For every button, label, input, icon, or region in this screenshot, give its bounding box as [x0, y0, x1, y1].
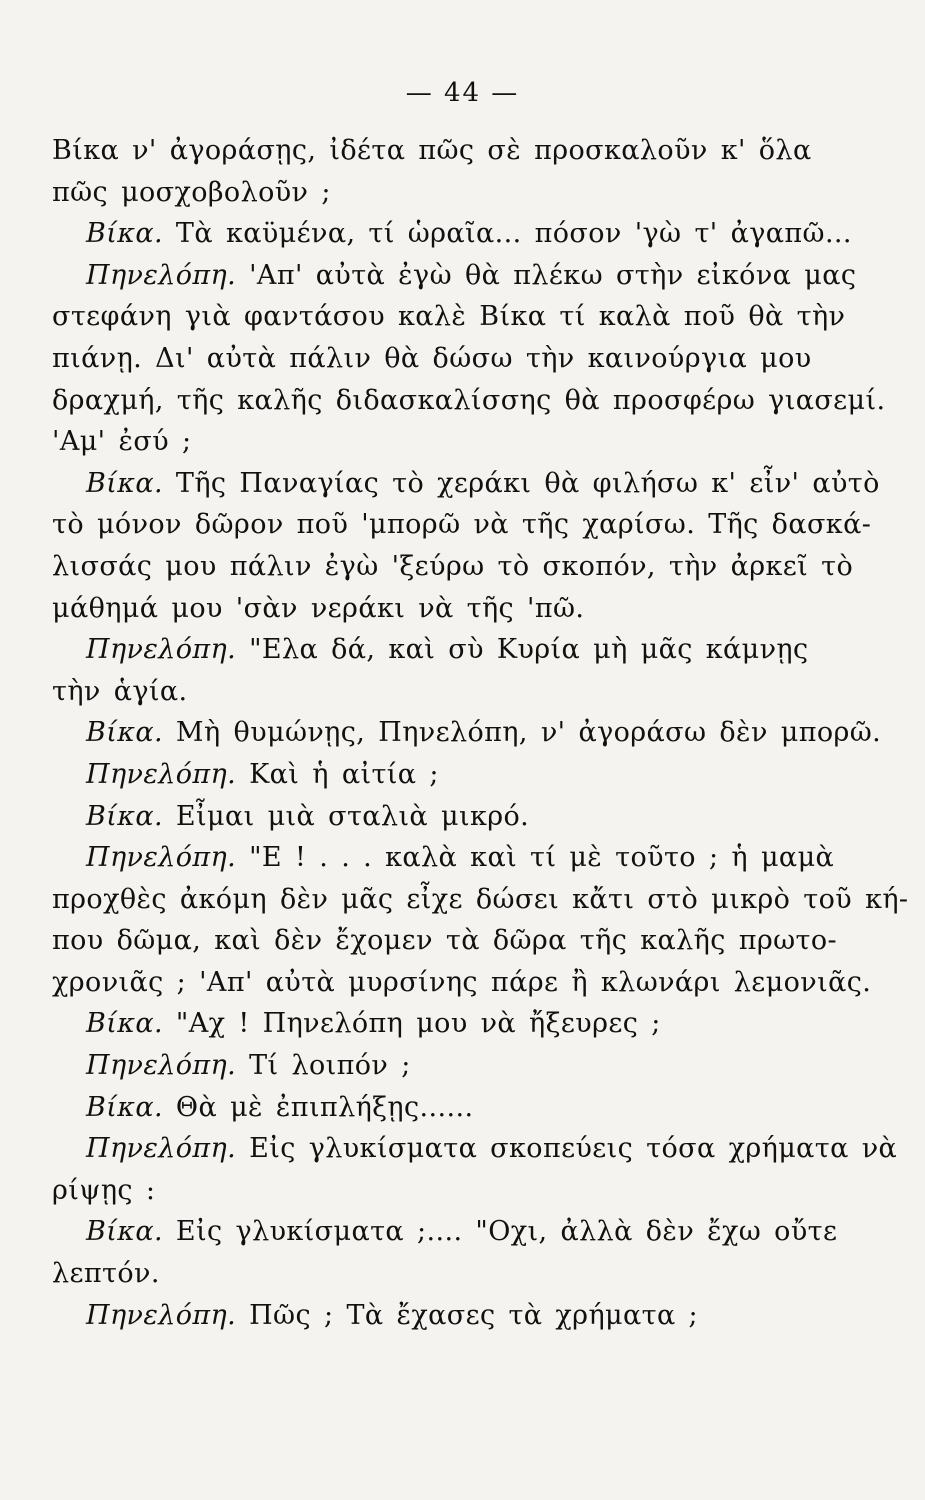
text-line [52, 172, 873, 214]
speaker-name: Πηνελόπη. [86, 1050, 237, 1082]
speaker-name: Βίκα. [86, 467, 163, 499]
dialogue-paragraph [52, 1211, 873, 1294]
speaker-name: Βίκα. [86, 1091, 163, 1123]
dialogue-paragraph [52, 1295, 873, 1337]
text-line [52, 1003, 873, 1045]
line-text: ρίψῃς : [52, 1174, 156, 1206]
line-text: τὸ μόνον δῶρον ποῦ 'μπορῶ νὰ τῆς χαρίσω. Τῆς δασκά- [52, 509, 872, 541]
line-text: 'Απ' αὐτὰ ἐγὼ θὰ πλέκω στὴν εἰκόνα μας [236, 259, 857, 291]
dialogue-paragraph [52, 712, 882, 754]
line-text: Βίκα ν' ἀγοράσῃς, ἰδέτα πῶς σὲ προσκαλοῦν κ' ὅλα [52, 135, 812, 166]
line-text: στεφάνη γιὰ φαντάσου καλὲ Βίκα τί καλὰ ποῦ θὰ τὴν [52, 301, 846, 333]
line-text: που δῶμα, καὶ δὲν ἔχομεν τὰ δῶρα τῆς καλῆς πρωτο- [52, 925, 838, 957]
text-line [52, 504, 873, 546]
speaker-name: Βίκα. [86, 1216, 163, 1248]
speaker-name: Βίκα. [86, 717, 163, 749]
page-number: — 44 — [405, 78, 520, 108]
line-text: λισσάς μου πάλιν ἐγὼ 'ξεύρω τὸ σκοπόν, τὴν ἀρκεῖ τὸ [52, 550, 854, 582]
speaker-name: Πηνελόπη. [86, 758, 237, 790]
line-text: Εἰς γλυκίσματα ;.... "Οχι, ἀλλὰ δὲν ἔχω οὔτε [162, 1216, 838, 1248]
line-text: μάθημά μου 'σὰν νεράκι νὰ τῆς 'πῶ. [52, 592, 585, 624]
dialogue-paragraph [52, 1087, 873, 1129]
line-text: Τὰ καϋμένα, τί ὡραῖα... πόσον 'γὼ τ' ἀγαπῶ... [162, 218, 852, 250]
line-text: "Ελα δά, καὶ σὺ Κυρία μὴ μᾶς κάμνῃς [236, 634, 809, 666]
dialogue-paragraph [52, 255, 886, 463]
text-line [52, 380, 886, 422]
text-line [52, 546, 873, 588]
text-line [52, 629, 873, 671]
text-line [52, 1087, 873, 1129]
line-text: Θὰ μὲ ἐπιπλήξῃς...... [162, 1091, 474, 1123]
text-line [52, 879, 909, 921]
text-line [52, 338, 873, 380]
line-text: χρονιᾶς ; 'Απ' αὐτὰ μυρσίνης πάρε ἢ κλωνάρι λεμονιᾶς. [52, 966, 872, 998]
dialogue-paragraph [52, 213, 873, 255]
text-line [52, 588, 873, 630]
line-text: πιάνῃ. Δι' αὐτὰ πάλιν θὰ δώσω τὴν καινούργια μου [52, 342, 812, 374]
speaker-name: Πηνελόπη. [86, 1299, 237, 1331]
line-text: λεπτόν. [52, 1258, 160, 1290]
text-line [52, 920, 873, 962]
text-line [52, 213, 873, 255]
text-line [52, 130, 873, 172]
line-text: Καὶ ἡ αἰτία ; [236, 758, 439, 790]
dialogue-paragraph [52, 130, 873, 213]
text-line [52, 712, 882, 754]
text-line [52, 796, 873, 838]
text-line [52, 1128, 898, 1170]
speaker-name: Βίκα. [86, 218, 163, 250]
text-line [52, 1253, 873, 1295]
text-line [52, 1295, 873, 1337]
line-text: τὴν ἁγία. [52, 675, 188, 707]
speaker-name: Βίκα. [86, 800, 163, 832]
speaker-name: Πηνελόπη. [86, 842, 237, 874]
speaker-name: Πηνελόπη. [86, 634, 237, 666]
line-text: δραχμή, τῆς καλῆς διδασκαλίσσης θὰ προσφέρω γιασεμί. [52, 384, 886, 416]
dialogue-paragraph [52, 629, 873, 712]
text-line [52, 421, 873, 463]
text-line [52, 962, 873, 1004]
line-text: Τῆς Παναγίας τὸ χεράκι θὰ φιλήσω κ' εἶν' αὐτὸ [162, 467, 880, 499]
dialogue-paragraph [52, 837, 909, 1003]
line-text: Τί λοιπόν ; [236, 1050, 411, 1082]
speaker-name: Πηνελόπη. [86, 259, 237, 291]
dialogue-paragraph [52, 754, 873, 796]
text-line [52, 255, 873, 297]
speaker-name: Πηνελόπη. [86, 1133, 237, 1165]
line-text: προχθὲς ἀκόμη δὲν μᾶς εἶχε δώσει κἄτι στὸ μικρὸ τοῦ κή- [52, 883, 909, 915]
text-line [52, 837, 873, 879]
dialogue-paragraph [52, 1128, 898, 1211]
dialogue-paragraph [52, 1045, 873, 1087]
line-text: "Ε ! . . . καλὰ καὶ τί μὲ τοῦτο ; ἡ μαμὰ [236, 842, 835, 874]
dialogue-paragraph [52, 1003, 873, 1045]
dialogue-paragraph [52, 796, 873, 838]
text-line [52, 296, 873, 338]
dialogue-text [52, 130, 909, 1336]
line-text: "Αχ ! Πηνελόπη μου νὰ ἤξευρες ; [162, 1008, 661, 1040]
text-line [52, 1045, 873, 1087]
line-text: Μὴ θυμώνῃς, Πηνελόπη, ν' ἀγοράσω δὲν μπορῶ. [162, 717, 882, 749]
line-text: Εἰς γλυκίσματα σκοπεύεις τόσα χρήματα νὰ [236, 1133, 898, 1165]
text-line [52, 671, 873, 713]
line-text: πῶς μοσχοβολοῦν ; [52, 176, 331, 208]
text-line [52, 463, 880, 505]
line-text: 'Αμ' ἐσύ ; [52, 426, 192, 458]
text-line [52, 1170, 873, 1212]
dialogue-paragraph [52, 463, 880, 629]
text-line [52, 1211, 873, 1253]
line-text: Πῶς ; Τὰ ἔχασες τὰ χρήματα ; [236, 1299, 699, 1331]
text-line [52, 754, 873, 796]
speaker-name: Βίκα. [86, 1008, 163, 1040]
line-text: Εἶμαι μιὰ σταλιὰ μικρό. [162, 800, 530, 832]
